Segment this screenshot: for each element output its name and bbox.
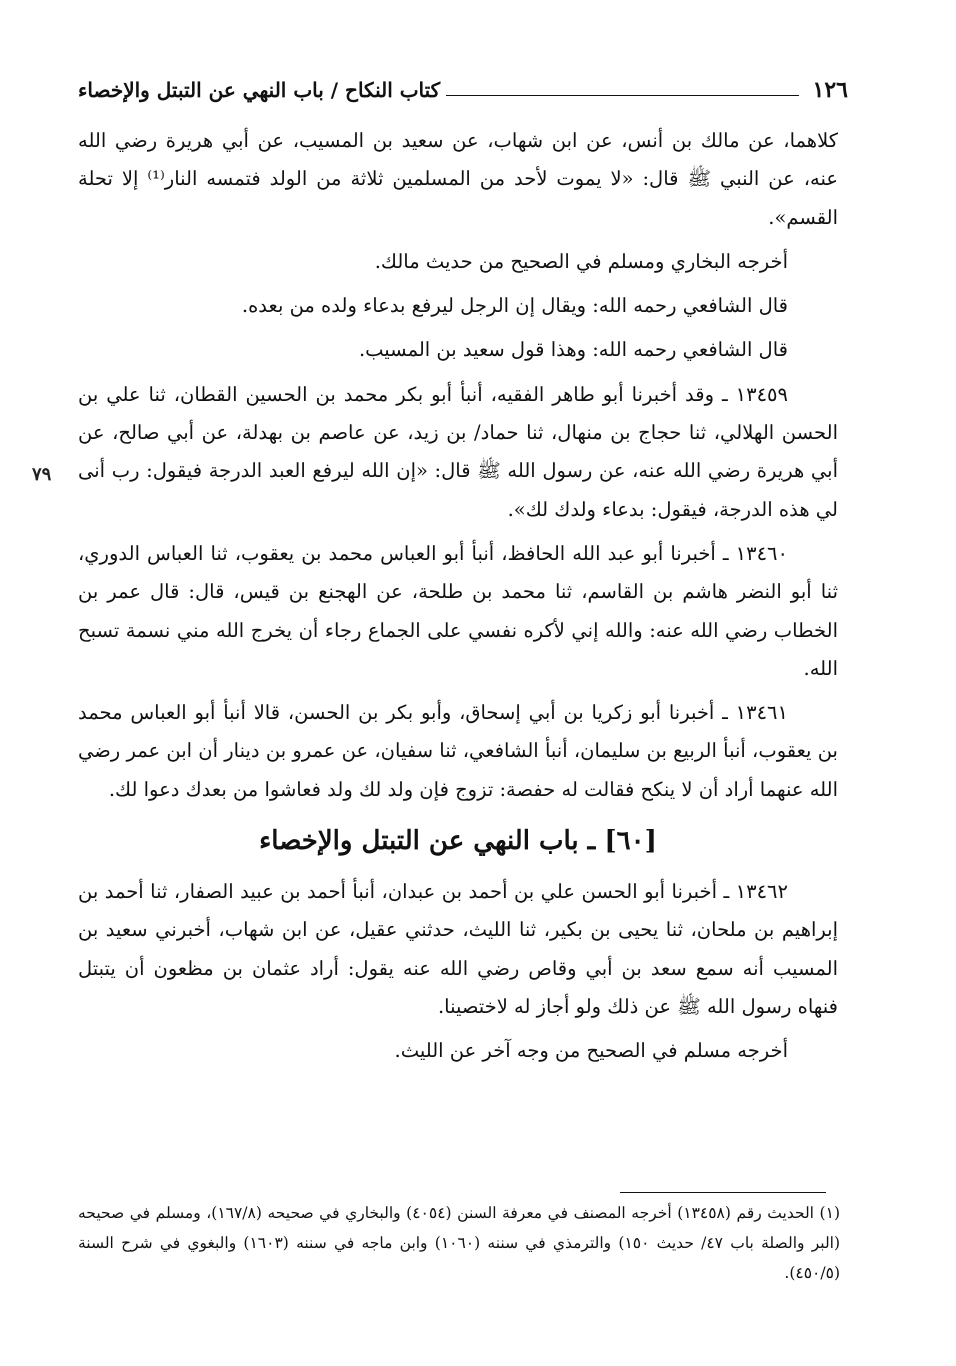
margin-page-reference: ٧٩ (32, 464, 52, 485)
hadith-paragraph: ١٣٤٥٩ ـ وقد أخبرنا أبو طاهر الفقيه، أنبأ أبو بكر محمد بن الحسين القطان، ثنا علي بن الحسن الهلالي، ثنا حجاج بن منهال، ثنا حماد/ بن زيد، عن عاصم بن بهدلة، عن أبي صالح، عن أبي هريرة رضي الله عنه، عن رسول الله ﷺ قال: «إن الله ليرفع العبد الدرجة فيقول: رب أنى لي هذه الدرجة، فيقول: بدعاء ولدك لك». (78, 382, 838, 521)
paragraph: قال الشافعي رحمه الله: وهذا قول سعيد بن المسيب. (358, 338, 788, 362)
paragraph: كلاهما، عن مالك بن أنس، عن ابن شهاب، عن سعيد بن المسيب، عن أبي هريرة رضي الله عنه، عن النبي ﷺ قال: «لا يموت لأحد من المسلمين ثلاثة من الولد فتمسه النار⁽¹⁾ إلا تحلة القسم». (78, 129, 838, 229)
running-title: كتاب النكاح / باب النهي عن التبتل والإخصاء (78, 78, 441, 102)
page-header (78, 70, 848, 110)
header-rule (446, 95, 798, 96)
page-number: ١٢٦ (812, 77, 848, 103)
footnote-rule (620, 1192, 826, 1193)
hadith-paragraph: ١٣٤٦٢ ـ أخبرنا أبو الحسن علي بن أحمد بن عبدان، أنبأ أحمد بن عبيد الصفار، ثنا أحمد بن إبراهيم بن ملحان، ثنا يحيى بن بكير، ثنا الليث، حدثني عقيل، عن ابن شهاب، أخبرني سعيد بن المسيب أنه سمع سعد بن أبي وقاص رضي الله عنه يقول: أراد عثمان بن مظعون أن يتبتل فنهاه رسول الله ﷺ عن ذلك ولو أجاز له لاختصينا. (78, 880, 838, 1018)
footnotes (78, 1198, 840, 1288)
main-text (78, 122, 838, 1077)
paragraph: قال الشافعي رحمه الله: ويقال إن الرجل ليرفع بدعاء ولده من بعده. (241, 294, 788, 318)
chapter-heading: [٦٠] ـ باب النهي عن التبتل والإخصاء (259, 826, 657, 857)
hadith-paragraph: ١٣٤٦٠ ـ أخبرنا أبو عبد الله الحافظ، أنبأ أبو العباس محمد بن يعقوب، ثنا العباس الدوري، ثنا أبو النضر هاشم بن القاسم، ثنا محمد بن طلحة، عن الهجنع بن قيس، قال: قال عمر بن الخطاب رضي الله عنه: والله إني لأكره نفسي على الجماع رجاء أن يخرج الله مني نسمة تسبح الله. (78, 541, 838, 680)
footnote: (١) الحديث رقم (١٣٤٥٨) أخرجه المصنف في معرفة السنن (٤٠٥٤) والبخاري في صحيحه (١٦٧/٨)، ومسلم في صحيحه (البر والصلة باب ٤٧/ حديث ١٥٠) والترمذي في سننه (١٠٦٠) وابن ماجه في سننه (١٦٠٣) والبغوي في شرح السنة (٤٥٠/٥). (78, 1204, 841, 1282)
paragraph: أخرجه البخاري ومسلم في الصحيح من حديث مالك. (374, 249, 788, 273)
hadith-paragraph: ١٣٤٦١ ـ أخبرنا أبو زكريا بن أبي إسحاق، وأبو بكر بن الحسن، قالا أنبأ أبو العباس محمد بن يعقوب، أنبأ الربيع بن سليمان، أنبأ الشافعي، ثنا سفيان، عن عمرو بن دينار أن ابن عمر رضي الله عنهما أراد أن لا ينكح فقالت له حفصة: تزوج فإن ولد لك ولد فعاشوا من بعدك دعوا لك. (78, 701, 838, 801)
paragraph: أخرجه مسلم في الصحيح من وجه آخر عن الليث. (394, 1039, 788, 1063)
